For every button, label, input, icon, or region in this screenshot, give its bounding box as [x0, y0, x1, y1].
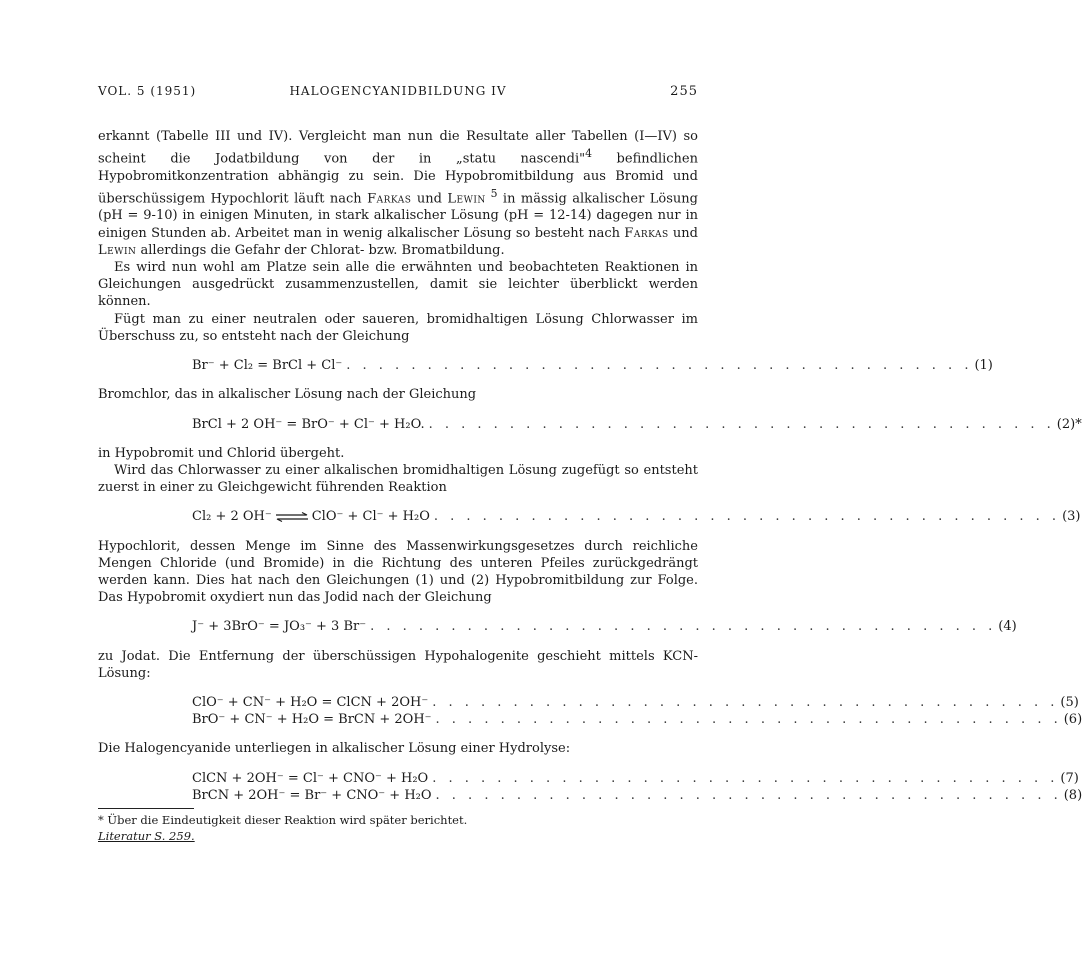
leader-dots: . . . . . . . . . . . . . . . . . . . . . . . . . . . . . . . . . . . . . . .: [428, 416, 1055, 432]
leader-dots: . . . . . . . . . . . . . . . . . . . . . . . . . . . . . . . . . . . . . . .: [370, 619, 997, 635]
equation-number: (2)*: [1056, 416, 1082, 432]
leader-dots: . . . . . . . . . . . . . . . . . . . . . . . . . . . . . . . . . . . . . . .: [432, 694, 1059, 710]
equation-expression: [192, 508, 434, 525]
equation-6: [192, 711, 1082, 728]
leader-dots: . . . . . . . . . . . . . . . . . . . . . . . . . . . . . . . . . . . . . . .: [435, 787, 1062, 803]
paragraph-4: Bromchlor, das in alkalischer Lösung nach der Gleichung: [98, 387, 477, 403]
paragraph-2: Es wird nun wohl am Platze sein alle die erwähnten und beobachteten Reaktionen in Gleichungen ausgedrückt zusammenzustellen, damit sie leichter überblickt werden können.: [98, 260, 698, 310]
author-farkas: Farkas: [367, 191, 412, 207]
reference-5: 5: [485, 186, 498, 200]
text-run: und: [668, 225, 699, 241]
equation-number: (4): [998, 619, 1017, 635]
equation-4: [192, 618, 1017, 635]
author-farkas: Farkas: [624, 225, 669, 241]
equation-number: (3): [1062, 509, 1081, 525]
equation-number: (1): [974, 358, 993, 374]
text-run: allerdings die Gefahr der Chlorat- bzw. Bromatbildung.: [136, 242, 505, 258]
equation-expression: BrCN + 2OH⁻ = Br⁻ + CNO⁻ + H₂O: [192, 787, 432, 803]
equation-number: (7): [1060, 770, 1079, 786]
paragraph-7: Hypochlorit, dessen Menge im Sinne des Massenwirkungsgesetzes durch reichliche Mengen Chloride (und Bromide) in die Richtung des unteren Pfeiles zurückgedrängt werden kann. Dies hat nach den Gleichungen (1) und (2) Hypobromitbildung zur Folge. Das Hypobromit oxydiert nun das Jodid nach der Gleichung: [98, 538, 698, 606]
equation-7: [192, 770, 1079, 787]
leader-dots: . . . . . . . . . . . . . . . . . . . . . . . . . . . . . . . . . . . . . . .: [346, 358, 973, 374]
page-number: 255: [670, 84, 698, 99]
paragraph-5: in Hypobromit und Chlorid übergeht.: [98, 445, 345, 461]
equation-number: (8): [1063, 787, 1082, 803]
body-text: [98, 128, 1082, 845]
equation-number: (5): [1060, 694, 1079, 710]
equation-expression: Br⁻ + Cl₂ = BrCl + Cl⁻: [192, 358, 343, 374]
paragraph-1: [98, 128, 698, 259]
paragraph-6: Wird das Chlorwasser zu einer alkalischen bromidhaltigen Lösung zugefügt so entsteht zuerst in einer zu Gleichgewicht führenden Reaktion: [98, 462, 698, 496]
equation-expression: ClCN + 2OH⁻ = Cl⁻ + CNO⁻ + H₂O: [192, 770, 429, 786]
equation-expression: BrO⁻ + CN⁻ + H₂O = BrCN + 2OH⁻: [192, 712, 432, 728]
volume-label: VOL. 5 (1951): [98, 84, 197, 98]
text-run: erkannt (Tabelle III und IV). Vergleicht man nun die Resultate aller Tabellen (I—IV) so scheint die Jodatbildung von der in „statu nascendi": [98, 129, 698, 167]
reference-4: 4: [585, 147, 592, 161]
equation-expression: ClO⁻ + CN⁻ + H₂O = ClCN + 2OH⁻: [192, 694, 429, 710]
equation-3: [192, 508, 1081, 525]
equation-2: [192, 416, 1082, 433]
equation-expression: J⁻ + 3BrO⁻ = JO₃⁻ + 3 Br⁻: [192, 619, 367, 635]
footnote: * Über die Eindeutigkeit dieser Reaktion wird später berichtet.: [98, 812, 468, 827]
equation-expression: BrCl + 2 OH⁻ = BrO⁻ + Cl⁻ + H₂O.: [192, 416, 425, 432]
equation-5: [192, 694, 1079, 711]
literature-reference: Literatur S. 259.: [98, 828, 195, 843]
paragraph-9: Die Halogencyanide unterliegen in alkalischer Lösung einer Hydrolyse:: [98, 741, 571, 757]
equation-1: [192, 357, 993, 374]
footnote-rule: [98, 808, 194, 809]
equation-number: (6): [1063, 712, 1082, 728]
equation-left: Cl₂ + 2 OH⁻: [192, 509, 272, 525]
paragraph-8: zu Jodat. Die Entfernung der überschüssigen Hypohalogenite geschieht mittels KCN-Lösung:: [98, 648, 698, 681]
leader-dots: . . . . . . . . . . . . . . . . . . . . . . . . . . . . . . . . . . . . . . .: [433, 509, 1061, 525]
equation-right: ClO⁻ + Cl⁻ + H₂O: [311, 509, 430, 525]
author-lewin: Lewin: [447, 191, 486, 207]
text-run: befindlichen Hypobromitkonzentration abhängig zu sein. Die Hypobromitbildung aus Bromid und überschüssigem Hypochlorit läuft nach: [98, 151, 698, 207]
equation-8: [192, 787, 1082, 804]
text-run: in mässig alkalischer Lösung (pH = 9-10) in einigen Minuten, in stark alkalischer Lösung (pH = 12-14) dagegen nur in einigen Stunden ab. Arbeitet man in wenig alkalischer Lösung so besteht nach: [98, 191, 698, 241]
paragraph-3: Fügt man zu einer neutralen oder saueren, bromidhaltigen Lösung Chlorwasser im Überschuss zu, so entsteht nach der Gleichung: [98, 311, 698, 344]
running-header: [98, 84, 698, 106]
leader-dots: . . . . . . . . . . . . . . . . . . . . . . . . . . . . . . . . . . . . . . .: [432, 770, 1059, 786]
running-title: HALOGENCYANIDBILDUNG IV: [289, 84, 507, 98]
equilibrium-arrow-icon: [275, 512, 309, 522]
text-run: und: [411, 191, 448, 207]
leader-dots: . . . . . . . . . . . . . . . . . . . . . . . . . . . . . . . . . . . . . . .: [435, 712, 1062, 728]
author-lewin: Lewin: [98, 242, 137, 258]
